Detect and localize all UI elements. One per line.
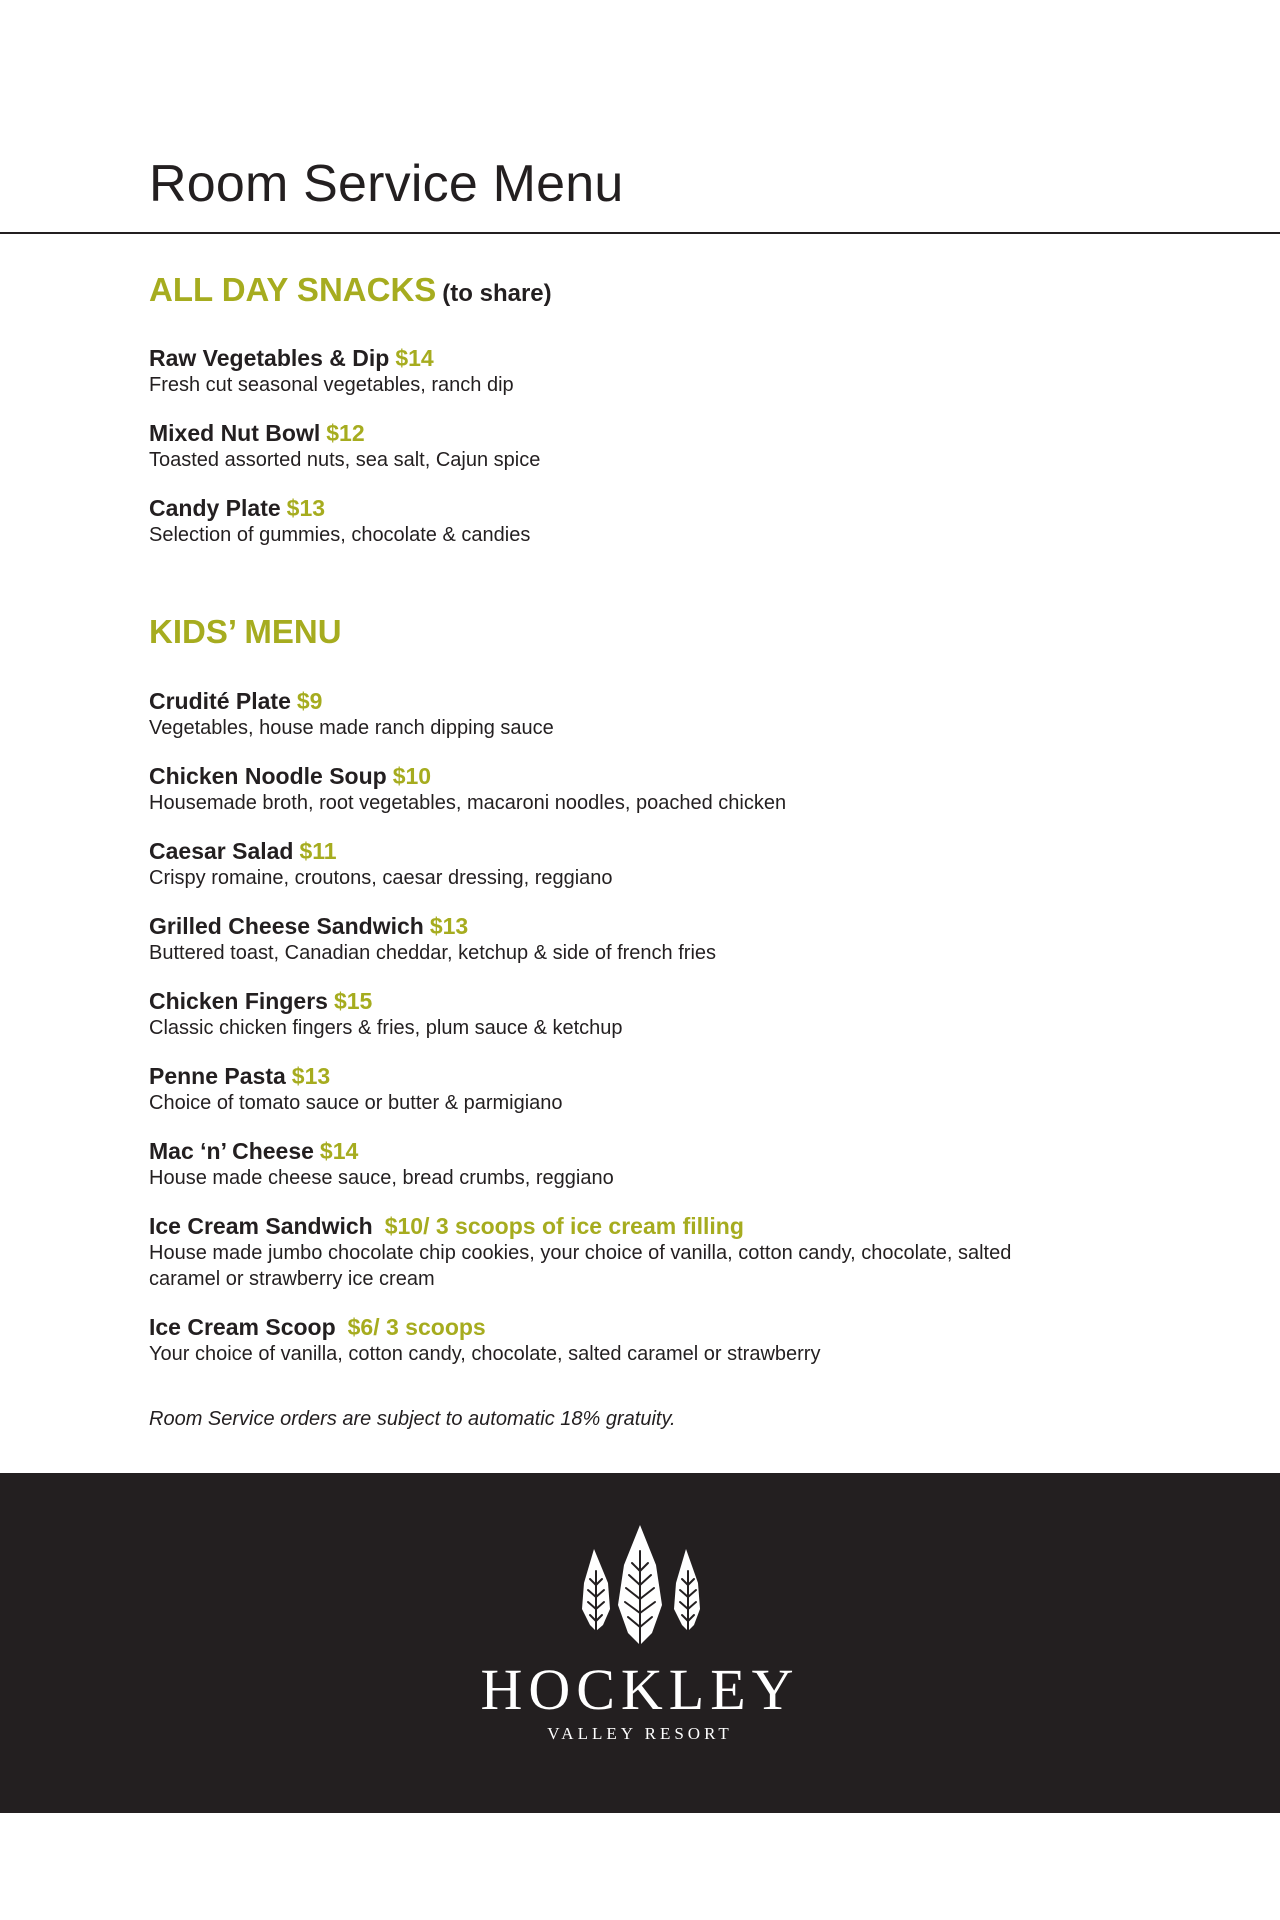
section-heading	[149, 272, 1149, 308]
item-description: Selection of gummies, chocolate & candies	[149, 524, 531, 547]
item-description: Fresh cut seasonal vegetables, ranch dip	[149, 374, 514, 397]
menu-item	[149, 494, 1149, 548]
item-name: Crudité Plate	[149, 687, 291, 714]
item-description: Your choice of vanilla, cotton candy, chocolate, salted caramel or strawberry	[149, 1342, 821, 1365]
menu-item	[149, 837, 1149, 891]
item-price: $9	[296, 687, 323, 714]
title-divider	[0, 232, 1280, 234]
section-title: ALL DAY SNACKS	[149, 271, 437, 308]
item-description: Housemade broth, root vegetables, macaroni noodles, poached chicken	[149, 791, 787, 814]
item-name: Mac ‘n’ Cheese	[149, 1137, 314, 1164]
menu-item	[149, 1062, 1149, 1116]
item-name: Ice Cream Scoop	[149, 1313, 336, 1340]
brand-name: HOCKLEY	[480, 1657, 800, 1722]
item-description: Choice of tomato sauce or butter & parmigiano	[149, 1091, 563, 1114]
section-heading	[149, 614, 1149, 650]
item-name: Penne Pasta	[149, 1062, 286, 1089]
brand-subtitle: VALLEY RESORT	[547, 1724, 733, 1743]
item-name: Ice Cream Sandwich	[149, 1212, 373, 1239]
item-price: $10	[392, 762, 432, 789]
menu-item	[149, 1137, 1149, 1191]
item-price: $11	[299, 837, 337, 864]
section-subtitle: (to share)	[442, 280, 552, 307]
item-name: Chicken Noodle Soup	[149, 762, 387, 789]
item-description: Toasted assorted nuts, sea salt, Cajun spice	[149, 449, 541, 472]
gratuity-note: Room Service orders are subject to automatic 18% gratuity.	[149, 1408, 676, 1430]
section-all-day-snacks	[149, 272, 1149, 548]
three-pine-trees-icon	[576, 1525, 704, 1649]
menu-item	[149, 987, 1149, 1041]
menu-content	[149, 272, 1149, 1388]
item-price: $10/ 3 scoops of ice cream filling	[384, 1212, 744, 1239]
item-price: $14	[395, 345, 434, 372]
footer-logo-band	[0, 1473, 1280, 1813]
item-price: $13	[429, 912, 469, 939]
item-price: $13	[286, 495, 326, 522]
menu-item	[149, 912, 1149, 966]
section-title: KIDS’ MENU	[149, 613, 342, 651]
item-name: Caesar Salad	[149, 837, 294, 864]
item-description: House made cheese sauce, bread crumbs, reggiano	[149, 1166, 614, 1189]
item-description: Classic chicken fingers & fries, plum sauce & ketchup	[149, 1016, 623, 1039]
menu-item	[149, 419, 1149, 473]
item-name: Candy Plate	[149, 495, 281, 522]
menu-item	[149, 762, 1149, 816]
item-price: $15	[333, 987, 373, 1014]
section-kids-menu	[149, 614, 1149, 1366]
item-description: Buttered toast, Canadian cheddar, ketchup & side of french fries	[149, 941, 717, 964]
item-name: Chicken Fingers	[149, 987, 328, 1014]
menu-item	[149, 687, 1149, 741]
item-name: Raw Vegetables & Dip	[149, 345, 390, 372]
item-price: $6/ 3 scoops	[347, 1313, 486, 1340]
item-price: $13	[291, 1062, 331, 1089]
item-name: Grilled Cheese Sandwich	[149, 912, 424, 939]
page-title: Room Service Menu	[149, 155, 624, 213]
menu-item	[149, 1212, 1149, 1292]
item-description: Crispy romaine, croutons, caesar dressing, reggiano	[149, 866, 613, 889]
item-description: Vegetables, house made ranch dipping sauce	[149, 716, 554, 739]
item-name: Mixed Nut Bowl	[149, 420, 321, 447]
item-description: House made jumbo chocolate chip cookies, your choice of vanilla, cotton candy, chocolate, salted caramel or strawberry ice cream	[149, 1241, 1012, 1290]
item-price: $14	[319, 1137, 359, 1164]
item-price: $12	[326, 420, 365, 447]
menu-item	[149, 344, 1149, 398]
menu-item	[149, 1313, 1149, 1367]
